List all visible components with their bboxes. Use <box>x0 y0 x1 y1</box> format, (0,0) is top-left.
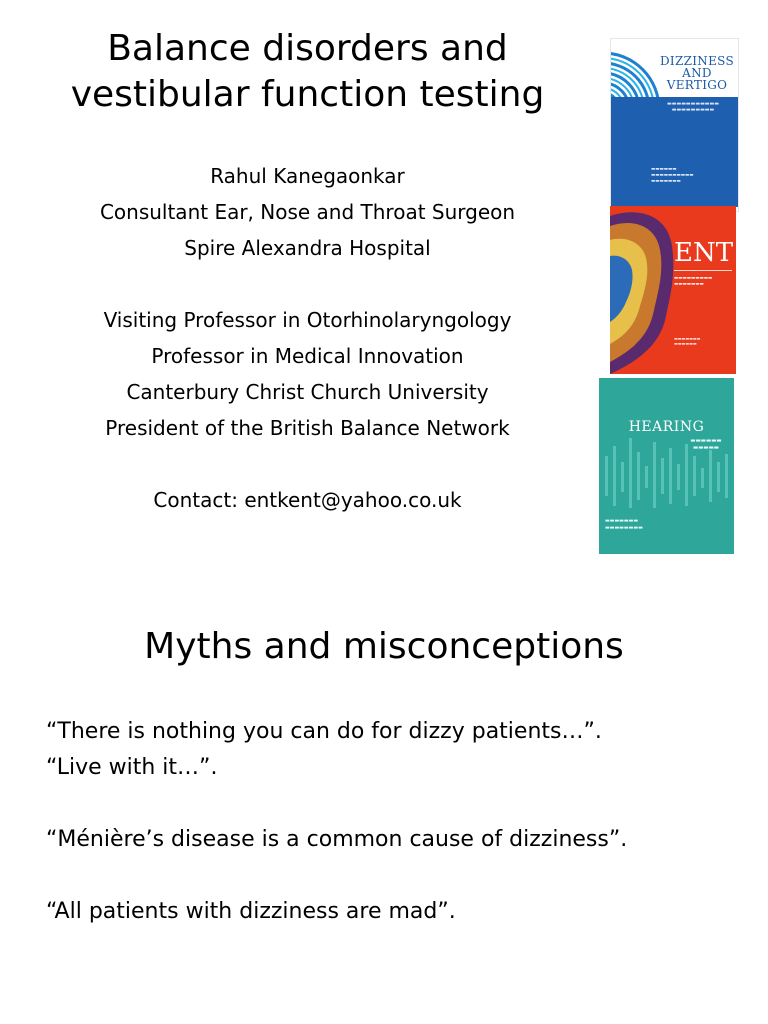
myth-4: “All patients with dizziness are mad”. <box>46 899 456 924</box>
author-hospital: Spire Alexandra Hospital <box>184 236 431 260</box>
spacer <box>20 266 595 302</box>
book-authors-texture: ▬▬▬▬▬▬ ▬▬▬▬▬▬▬▬▬▬ ▬▬▬▬▬▬▬ <box>651 167 694 184</box>
head-scan-graphic <box>610 206 736 374</box>
myth-2: “Live with it…”. <box>46 755 218 780</box>
author-role: Consultant Ear, Nose and Throat Surgeon <box>99 200 516 224</box>
author-name: Rahul Kanegaonkar <box>210 164 405 188</box>
book-authors-texture: ▬▬▬▬▬▬▬ ▬▬▬▬▬▬▬▬ <box>605 518 643 531</box>
book-covers <box>596 22 746 562</box>
book-subtitle-texture: ▬▬▬▬▬▬▬▬▬ ▬▬▬▬▬▬▬ <box>674 276 713 287</box>
author-university: Canterbury Christ Church University <box>126 380 489 404</box>
book-subtitle-texture: ▬▬▬▬▬▬▬▬▬▬▬ ▬▬▬▬▬▬▬▬▬ <box>667 101 719 113</box>
myth-3: “Ménière’s disease is a common cause of dizziness”. <box>46 827 628 852</box>
spacer <box>46 858 746 894</box>
author-title-3: President of the British Balance Network <box>105 416 510 440</box>
title-rule <box>674 270 732 271</box>
book-cover-ent <box>610 206 736 374</box>
title-line-1: Balance disorders and <box>107 28 508 69</box>
book-title: HEARING <box>628 419 705 435</box>
book-authors-texture: ▬▬▬▬▬▬▬ ▬▬▬▬▬▬ <box>674 336 701 346</box>
author-block <box>20 158 595 518</box>
author-contact: Contact: entkent@yahoo.co.uk <box>153 488 462 512</box>
cover-band <box>611 97 738 207</box>
slide-title <box>20 26 595 118</box>
myths-title: Myths and misconceptions <box>144 626 624 667</box>
spacer <box>20 446 595 482</box>
book-subtitle-texture: ▬▬▬▬▬▬ ▬▬▬▬▬ <box>690 438 722 451</box>
spacer <box>46 786 746 822</box>
author-title-1: Visiting Professor in Otorhinolaryngology <box>103 308 512 332</box>
myth-1: “There is nothing you can do for dizzy patients…”. <box>46 719 602 744</box>
book-cover-hearing <box>599 378 734 554</box>
book-title: ENT <box>674 238 734 268</box>
book-cover-dizziness-vertigo <box>610 38 739 212</box>
title-line-2: vestibular function testing <box>70 74 545 115</box>
myths-list <box>46 714 746 930</box>
author-title-2: Professor in Medical Innovation <box>151 344 464 368</box>
book-title: DIZZINESS AND VERTIGO <box>660 54 734 92</box>
